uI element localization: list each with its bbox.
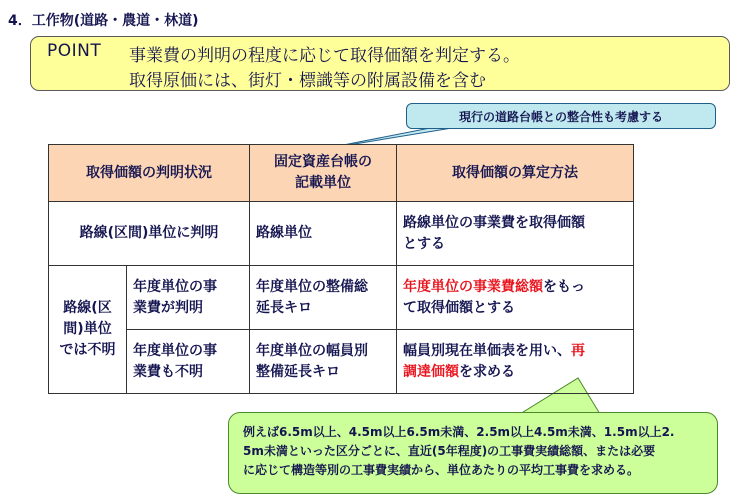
- group-status-line-2: 間)単位: [63, 321, 112, 337]
- row2-unit-line-2: 延長キロ: [256, 299, 312, 316]
- group-status-line-3: では不明: [59, 342, 116, 358]
- header-status: 取得価額の判明状況: [49, 145, 250, 202]
- header-unit-line-2: 記載単位: [295, 175, 351, 191]
- row2-method-line-2: て取得価額とする: [403, 299, 515, 316]
- row3-substatus-line-1: 年度単位の事: [133, 342, 217, 359]
- row3-method-emphasis-2: 調達価額: [403, 363, 459, 380]
- row1-unit: 路線単位: [250, 202, 397, 266]
- row3-unit-line-1: 年度単位の幅員別: [256, 342, 368, 359]
- row1-method-line-2: とする: [403, 235, 445, 252]
- row1-method-line-1: 路線単位の事業費を取得価額: [403, 214, 585, 231]
- row2-method: [397, 266, 634, 330]
- group-status: [49, 266, 127, 394]
- row2-substatus: [127, 266, 250, 330]
- header-unit: [250, 145, 397, 202]
- callout-bottom-line-3: に応じて構造等別の工事費実績から、単位あたりの平均工事費を求める。: [243, 463, 640, 477]
- row1-method: [397, 202, 634, 266]
- table-row: [49, 330, 634, 394]
- row3-method-line-1: [403, 341, 627, 362]
- point-label: POINT: [47, 41, 102, 61]
- callout-bottom-line-2: 5m未満といった区分ごとに、直近(5年程度)の工事費実績総額、または必要: [243, 444, 656, 458]
- row3-unit: [250, 330, 397, 394]
- row1-status: 路線(区間)単位に判明: [49, 202, 250, 266]
- callout-top: 現行の道路台帳との整合性も考慮する: [406, 103, 716, 129]
- row3-unit-line-2: 整備延長キロ: [256, 363, 340, 380]
- row2-substatus-line-2: 業費が判明: [133, 299, 203, 316]
- row2-substatus-line-1: 年度単位の事: [133, 278, 217, 295]
- row2-method-rest: をもっ: [543, 278, 585, 295]
- row2-unit: [250, 266, 397, 330]
- row3-method: [397, 330, 634, 394]
- point-line-1: 事業費の判明の程度に応じて取得価額を判定する。: [129, 46, 520, 66]
- row3-method-line-2: [403, 362, 627, 383]
- row2-method-line-1: [403, 277, 627, 298]
- acquisition-table: [48, 144, 634, 394]
- row3-method-emphasis-1: 再: [571, 342, 585, 359]
- table-header-row: [49, 145, 634, 202]
- row2-method-emphasis: 年度単位の事業費総額: [403, 278, 543, 295]
- callout-bottom-line-1: 例えば6.5m以上、4.5m以上6.5m未満、2.5m以上4.5m未満、1.5m以上2.: [243, 425, 675, 439]
- section-heading: 4．工作物(道路・農道・林道): [8, 13, 199, 29]
- point-line-2: 取得原価には、街灯・標識等の附属設備を含む: [129, 71, 486, 91]
- row3-substatus: [127, 330, 250, 394]
- callout-bottom: [228, 412, 718, 494]
- point-box: [30, 36, 730, 91]
- table-row: [49, 266, 634, 330]
- row3-method-rest: を求める: [459, 363, 515, 380]
- table-row: [49, 202, 634, 266]
- row3-method-text: 幅員別現在単価表を用い、: [403, 342, 571, 359]
- header-method: 取得価額の算定方法: [397, 145, 634, 202]
- group-status-line-1: 路線(区: [63, 300, 112, 316]
- header-unit-line-1: 固定資産台帳の: [274, 154, 372, 170]
- row3-substatus-line-2: 業費も不明: [133, 363, 203, 380]
- row2-unit-line-1: 年度単位の整備総: [256, 278, 368, 295]
